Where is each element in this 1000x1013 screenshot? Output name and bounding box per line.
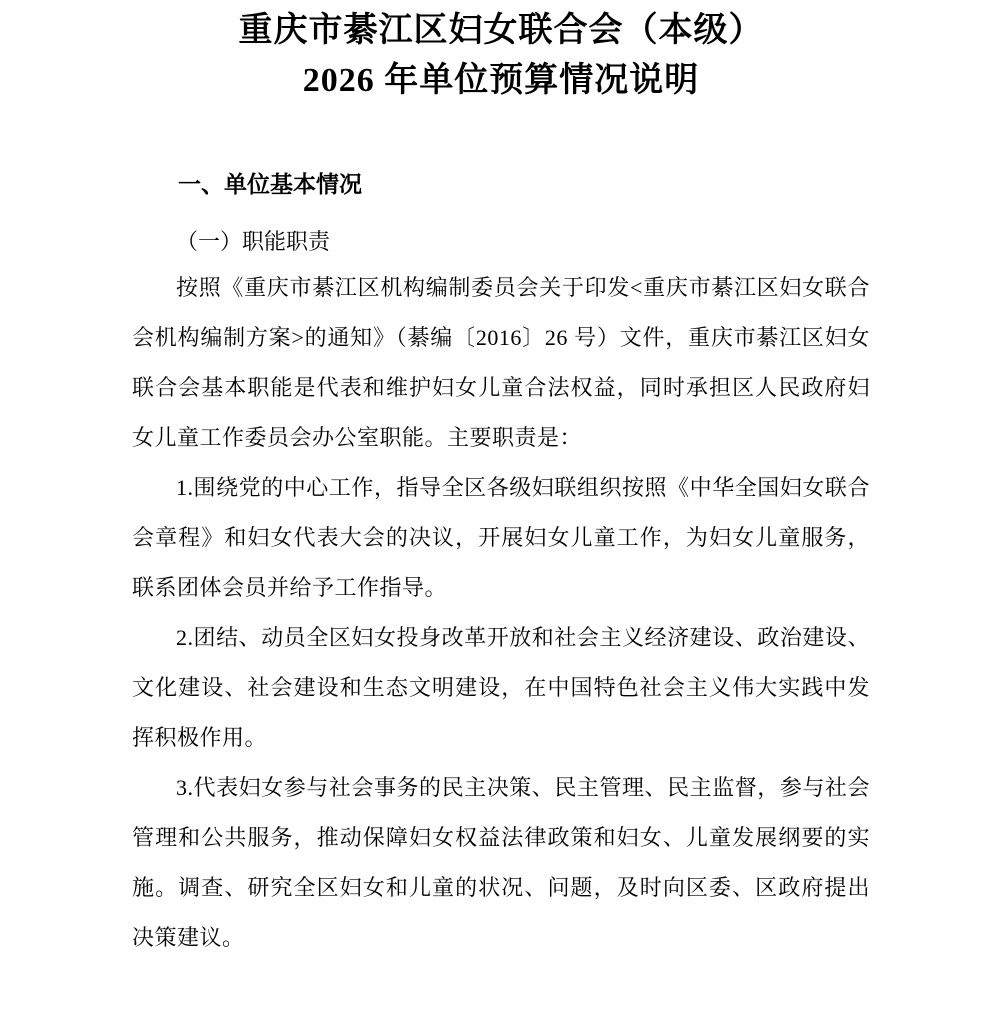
- document-title-line2: 2026 年单位预算情况说明: [302, 62, 700, 99]
- document-title-line1: 重庆市綦江区妇女联合会（本级）: [238, 12, 764, 49]
- document-title: [132, 6, 870, 106]
- paragraph-duty-3: 3.代表妇女参与社会事务的民主决策、民主管理、民主监督，参与社会管理和公共服务，推动保障妇女权益法律政策和妇女、儿童发展纲要的实施。调查、研究全区妇女和儿童的状况、问题，及时向区委、区政府提出决策建议。: [132, 775, 870, 950]
- paragraph-duty-2: 2.团结、动员全区妇女投身改革开放和社会主义经济建设、政治建设、文化建设、社会建设和生态文明建设，在中国特色社会主义伟大实践中发挥积极作用。: [132, 625, 870, 750]
- section-heading-basic-info: 一、单位基本情况: [178, 171, 362, 197]
- subsection-heading-duties: （一）职能职责: [176, 229, 331, 254]
- paragraph-intro: 按照《重庆市綦江区机构编制委员会关于印发<重庆市綦江区妇女联合会机构编制方案>的通知》（綦编〔2016〕26 号）文件，重庆市綦江区妇女联合会基本职能是代表和维护妇女儿童合法权益，同时承担区人民政府妇女儿童工作委员会办公室职能。主要职责是：: [132, 275, 870, 450]
- document-body: [132, 263, 870, 963]
- paragraph-duty-1: 1.围绕党的中心工作，指导全区各级妇联组织按照《中华全国妇女联合会章程》和妇女代表大会的决议，开展妇女儿童工作，为妇女儿童服务，联系团体会员并给予工作指导。: [132, 475, 870, 600]
